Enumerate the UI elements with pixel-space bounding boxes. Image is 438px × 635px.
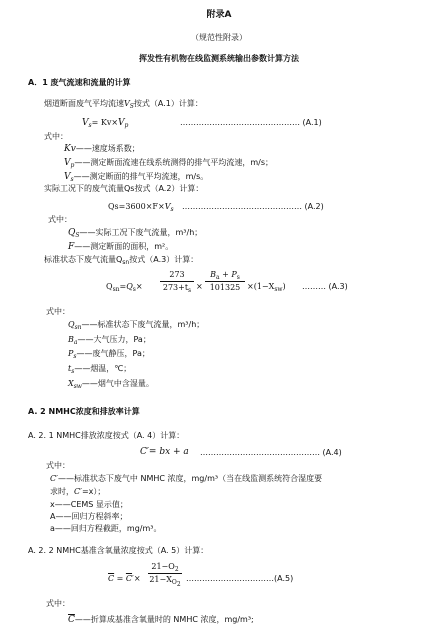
- normative-label: （规范性附录）: [191, 33, 247, 42]
- c-definition-line2: 求时，C′=x）；: [50, 487, 106, 496]
- formula-a5-ref: ……………………………(A.5): [186, 574, 294, 583]
- where-label-4: 式中：: [46, 461, 70, 470]
- formula-a1-ref: ……………………………………… (A.1): [180, 118, 322, 127]
- cbar-definition: $\overline{C}——$折算成基准含氧量时的 NMHC 浓度，mg/m³;: [68, 615, 254, 625]
- formula-a3-num1: 273: [160, 270, 194, 282]
- formula-a4-ref: ……………………………………… (A.4): [200, 448, 342, 457]
- x-definition: x——CEMS 显示值；: [50, 500, 128, 509]
- xsw-definition: $X_{sw}——$烟气中含湿量。: [68, 379, 154, 390]
- formula-a1: $V_s= Kv\times V_p$: [82, 118, 129, 129]
- document-title: 挥发性有机物在线监测系统输出参数计算方法: [139, 54, 299, 63]
- ts-definition: $t_s——$烟温，℃；: [68, 364, 132, 375]
- vs-definition: $V_s——$测定断面的排气平均流速，m/s。: [64, 172, 209, 183]
- formula-a3-lhs: $Q_{sn}=Q_s\times$: [106, 282, 143, 293]
- slope-definition: A——回归方程斜率；: [50, 512, 128, 521]
- f-definition: F——测定断面的面积，m²。: [68, 242, 174, 252]
- kv-definition: Kv——速度场系数；: [64, 144, 140, 154]
- formula-a2-ref: ……………………………………… (A.2): [182, 202, 324, 211]
- intercept-definition: a——回归方程截距，mg/m³。: [50, 524, 162, 533]
- formula-a3-frac2: [205, 270, 245, 293]
- formula-a5-frac: [148, 562, 182, 588]
- formula-a3-frac1: [160, 270, 194, 293]
- formula-a2: $Qs=3600\times F\times V_s$: [108, 202, 174, 213]
- section-a1-heading: A．1 废气流速和流量的计算: [28, 78, 131, 87]
- where-label-1: 式中：: [44, 132, 68, 141]
- where-label-5: 式中：: [46, 599, 70, 608]
- where-label-3: 式中：: [46, 307, 70, 316]
- vp-definition: $V_p——$测定断面流速在线系统测得的排气平均流速，m/s；: [64, 158, 273, 169]
- appendix-label: 附录A: [206, 10, 232, 20]
- formula-a3-num2: $B_a + P_s$: [205, 270, 245, 282]
- formula-a3-den2: 101325: [209, 283, 241, 292]
- formula-a5-lhs: $\overline{C} = \overline{C}'\times$: [108, 574, 141, 583]
- ba-definition: $B_a——$大气压力，Pa；: [68, 335, 151, 346]
- formula-a3-den1: $273+t_s$: [162, 283, 192, 294]
- vs-intro: 烟道断面废气平均流速$V_S$按式（A.1）计算：: [44, 99, 203, 110]
- qsn-definition: $Q_{sn}——$标准状态下废气流量，m³/h；: [68, 320, 205, 331]
- formula-a5-num: $21-O_2$: [148, 562, 182, 574]
- where-label-2: 式中：: [48, 215, 72, 224]
- section-a2-heading: A. 2 NMHC浓度和排放率计算: [28, 407, 140, 416]
- formula-a4: C′= bx + a: [140, 447, 189, 457]
- formula-a3-ref: ……… (A.3): [302, 282, 348, 291]
- section-a21-heading: A. 2. 1 NMHC排放浓度按式（A. 4）计算：: [28, 431, 185, 440]
- section-a22-heading: A. 2. 2 NMHC基准含氧量浓度按式（A. 5）计算：: [28, 546, 209, 555]
- formula-a5-den: $21-X_{O_2}$: [149, 575, 181, 588]
- qs-definition: $Q_S——$实际工况下废气流量，m³/h；: [68, 228, 203, 239]
- formula-a3-tail: $\times(1-X_{sw})$: [247, 282, 286, 293]
- ps-definition: $P_s——$废气静压，Pa；: [68, 349, 150, 360]
- qs-intro: 实际工况下的废气流量Qs按式（A.2）计算：: [44, 184, 204, 193]
- qsn-intro: 标准状态下废气流量$Q_{sn}$按式（A.3）计算：: [44, 255, 199, 266]
- c-definition-line1: C′——标准状态下废气中 NMHC 浓度，mg/m³（当在线监测系统符合湿度要: [50, 474, 323, 483]
- formula-a3-times: ×: [196, 282, 203, 291]
